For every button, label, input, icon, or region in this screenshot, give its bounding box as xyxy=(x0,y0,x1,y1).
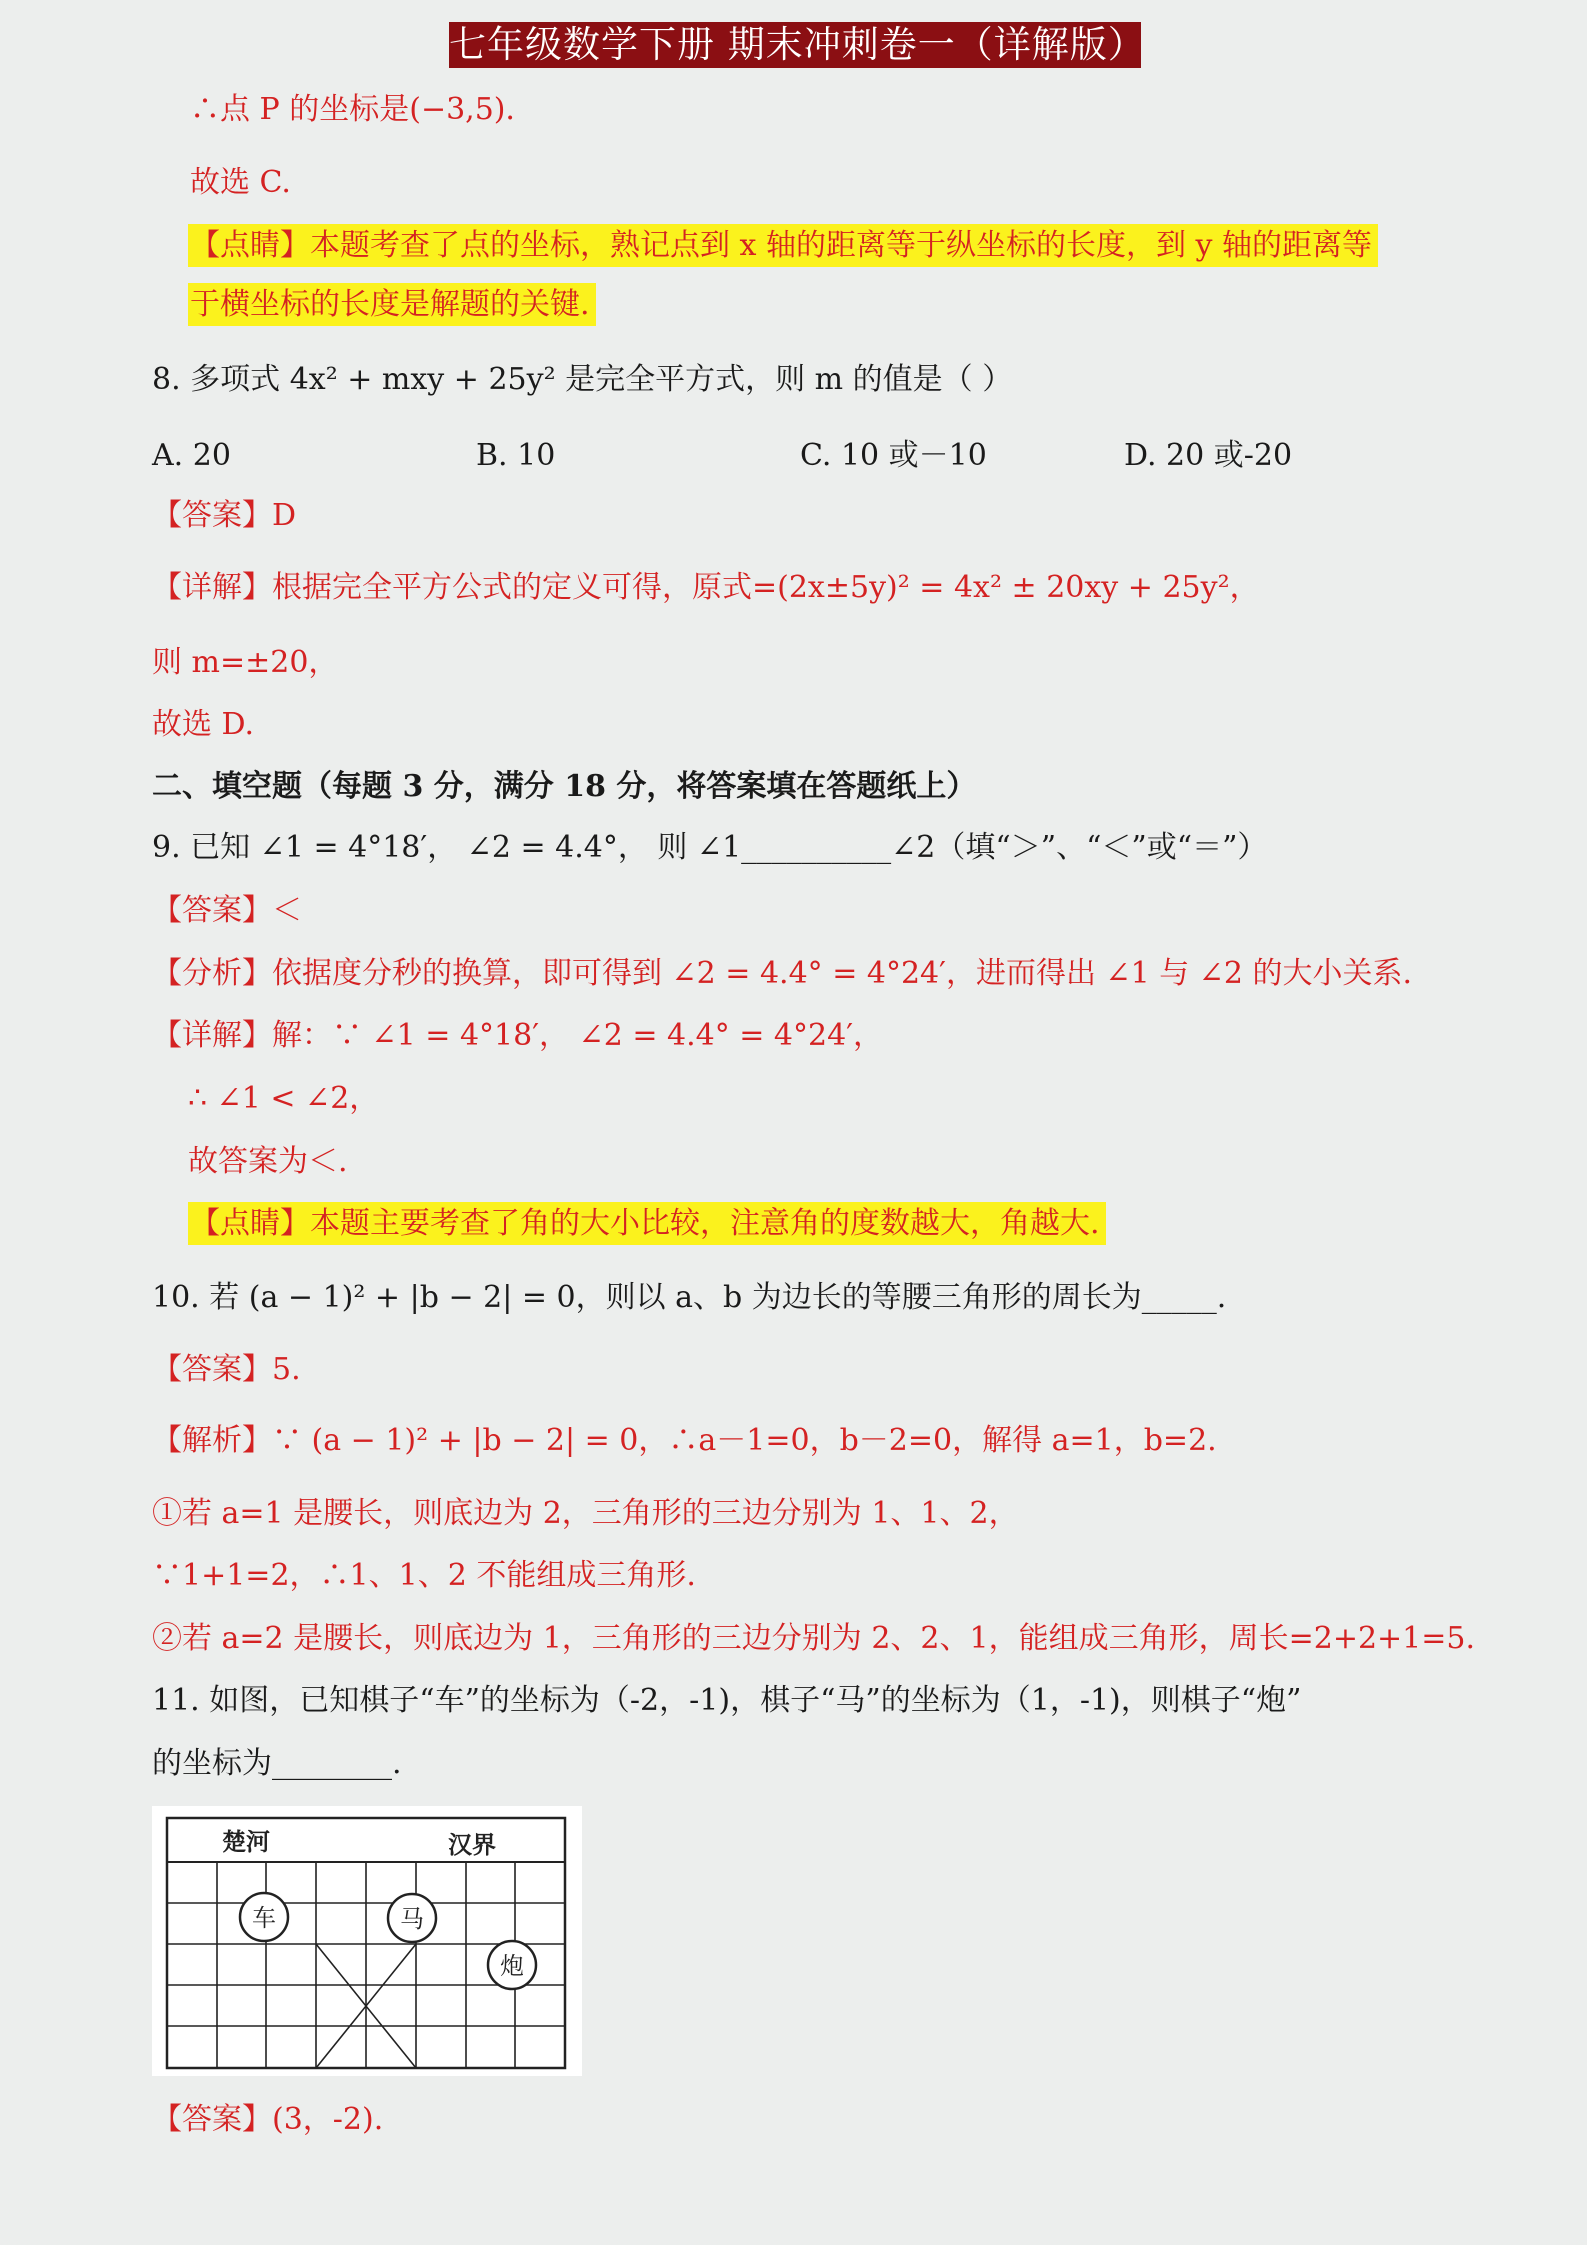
piece-che xyxy=(240,1893,288,1941)
q9-tip-line xyxy=(188,1204,1106,1244)
piece-ma-label: 马 xyxy=(400,1905,424,1933)
q9-tip-text: 【点睛】本题主要考查了角的大小比较，注意角的度数越大，角越大. xyxy=(188,1202,1106,1245)
q11-stem-line2: 的坐标为________. xyxy=(152,1746,402,1781)
piece-pao xyxy=(488,1941,536,1989)
q9-stem: 9. 已知 ∠1 = 4°18′， ∠2 = 4.4°， 则 ∠1__________∠2（填“＞”、“＜”或“＝”） xyxy=(152,830,1268,865)
q10-stem: 10. 若 (a − 1)² + |b − 2| = 0，则以 a、b 为边长的等腰三角形的周长为_____. xyxy=(152,1280,1227,1315)
q8-option-a: A. 20 xyxy=(152,438,231,473)
chessboard-figure xyxy=(152,1806,582,2076)
q9-detail: 【详解】解：∵ ∠1 = 4°18′， ∠2 = 4.4° = 4°24′， xyxy=(152,1018,884,1053)
q10-case2: ②若 a=2 是腰长，则底边为 1，三角形的三边分别为 2、2、1，能组成三角形，周长=2+2+1=5. xyxy=(152,1621,1476,1656)
piece-ma xyxy=(388,1894,436,1942)
river-label-chuhe: 楚河 xyxy=(222,1828,270,1856)
q8-choice: 故选 D. xyxy=(152,707,255,742)
q11-answer: 【答案】(3，-2). xyxy=(152,2102,384,2137)
q11-stem-line1: 11. 如图，已知棋子“车”的坐标为（-2，-1)，棋子“马”的坐标为（1，-1)，则棋子“炮” xyxy=(152,1683,1302,1718)
q7-tip-text1: 【点睛】本题考查了点的坐标，熟记点到 x 轴的距离等于纵坐标的长度，到 y 轴的距离等 xyxy=(188,224,1378,267)
q10-answer: 【答案】5. xyxy=(152,1352,301,1387)
q8-answer: 【答案】D xyxy=(152,498,297,533)
chessboard-svg xyxy=(152,1806,582,2076)
q8-option-b: B. 10 xyxy=(476,438,556,473)
q10-case1: ①若 a=1 是腰长，则底边为 2，三角形的三边分别为 1、1、2， xyxy=(152,1496,1019,1531)
river-label-hanjie: 汉界 xyxy=(448,1831,496,1859)
q9-analysis: 【分析】依据度分秒的换算，即可得到 ∠2 = 4.4° = 4°24′，进而得出 ∠1 与 ∠2 的大小关系. xyxy=(152,956,1413,991)
page-title: 七年级数学下册 期末冲刺卷一（详解版） xyxy=(449,23,1146,66)
q7-tip-line1 xyxy=(188,226,1378,266)
q7-conclusion: ∴点 P 的坐标是(−3,5)． xyxy=(190,92,536,127)
q8-option-d: D. 20 或-20 xyxy=(1124,438,1293,473)
section-heading: 二、填空题（每题 3 分，满分 18 分，将答案填在答题纸上） xyxy=(152,769,977,804)
q10-case1-check: ∵1+1=2，∴1、1、2 不能组成三角形. xyxy=(152,1558,696,1593)
q7-tip-line2 xyxy=(188,285,596,325)
q7-choice: 故选 C. xyxy=(190,165,291,200)
q8-detail: 【详解】根据完全平方公式的定义可得，原式=(2x±5y)² = 4x² ± 20xy + 25y²， xyxy=(152,570,1260,605)
q8-option-c: C. 10 或－10 xyxy=(800,438,987,473)
piece-che-label: 车 xyxy=(252,1904,276,1932)
q9-choice: 故答案为＜. xyxy=(188,1144,348,1179)
piece-pao-label: 炮 xyxy=(500,1952,524,1980)
q7-tip-text2: 于横坐标的长度是解题的关键. xyxy=(188,283,596,326)
q8-stem: 8. 多项式 4x² + mxy + 25y² 是完全平方式，则 m 的值是（ ） xyxy=(152,362,1013,397)
q9-answer: 【答案】＜ xyxy=(152,893,302,928)
q10-analysis: 【解析】∵ (a − 1)² + |b − 2| = 0，∴a－1=0，b－2=0，解得 a=1，b=2. xyxy=(152,1423,1217,1458)
q9-therefore: ∴ ∠1 < ∠2， xyxy=(188,1081,380,1116)
q8-result: 则 m=±20， xyxy=(152,645,339,680)
